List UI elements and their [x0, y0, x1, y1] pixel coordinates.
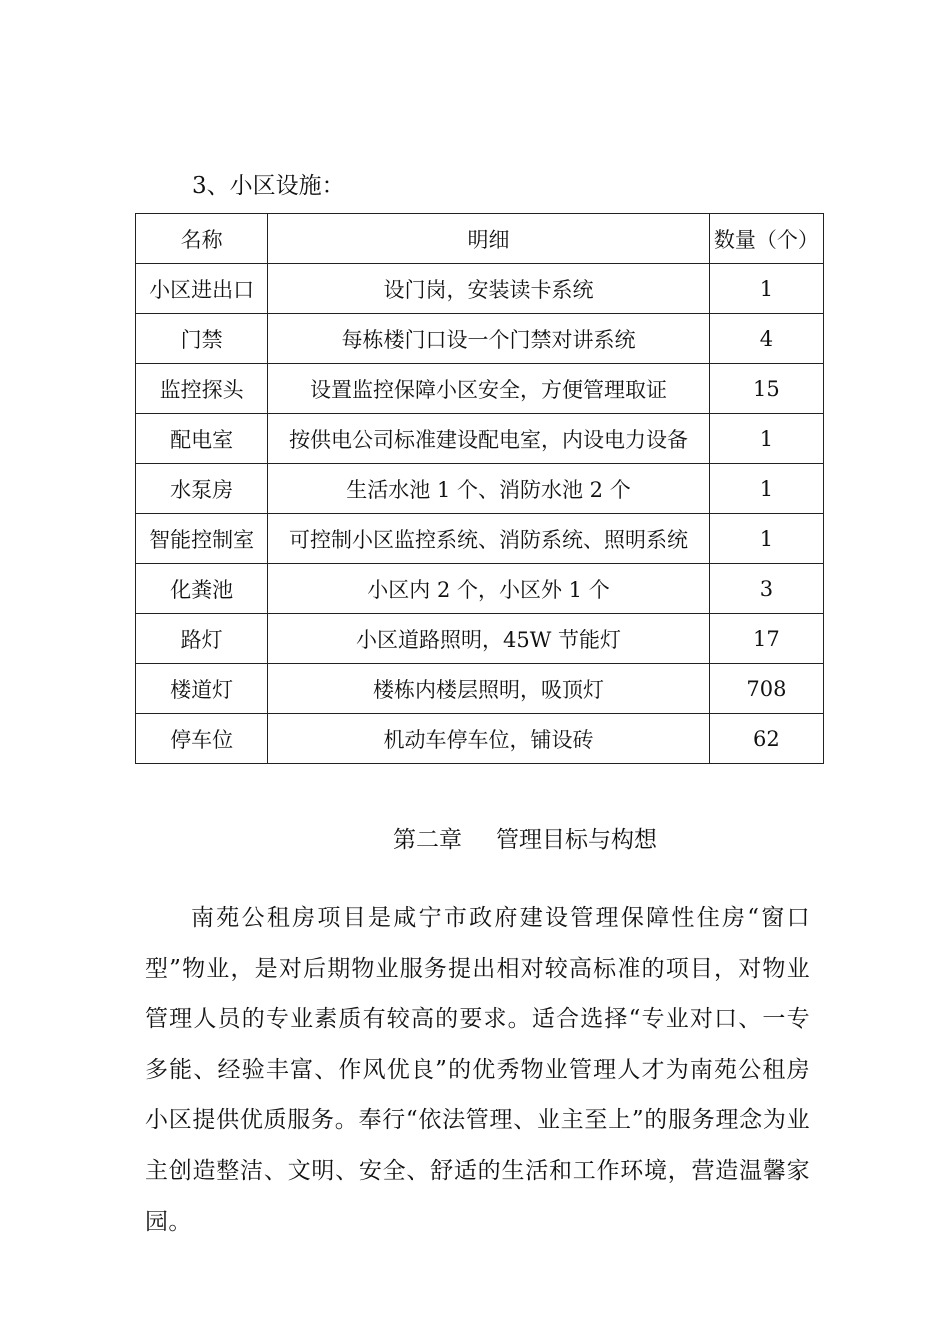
facilities-table: [135, 213, 824, 764]
section-heading: 3、小区设施：: [192, 173, 345, 199]
cell-quantity: 62: [709, 714, 823, 764]
cell-name: 智能控制室: [136, 514, 268, 564]
chapter-title: [0, 822, 950, 858]
cell-quantity: 4: [709, 314, 823, 364]
cell-detail: 楼栋内楼层照明，吸顶灯: [268, 664, 710, 714]
cell-quantity: 1: [709, 514, 823, 564]
cell-name: 小区进出口: [136, 264, 268, 314]
cell-quantity: 1: [709, 464, 823, 514]
cell-detail: 小区道路照明，45W 节能灯: [268, 614, 710, 664]
cell-quantity: 15: [709, 364, 823, 414]
table-row: [136, 714, 824, 764]
cell-name: 路灯: [136, 614, 268, 664]
cell-name: 化粪池: [136, 564, 268, 614]
header-name: 名称: [136, 214, 268, 264]
table-row: [136, 414, 824, 464]
chapter-number: 第二章: [393, 827, 462, 853]
table-row: [136, 564, 824, 614]
chapter-heading: 管理目标与构想: [496, 827, 657, 853]
body-paragraph: 南苑公租房项目是咸宁市政府建设管理保障性住房“窗口型”物业，是对后期物业服务提出相对较高标准的项目，对物业管理人员的专业素质有较高的要求。适合选择“专业对口、一专多能、经验丰富、作风优良”的优秀物业管理人才为南苑公租房小区提供优质服务。奉行“依法管理、业主至上”的服务理念为业主创造整洁、文明、安全、舒适的生活和工作环境，营造温馨家园。: [145, 905, 810, 1235]
table-row: [136, 614, 824, 664]
table-row: [136, 314, 824, 364]
cell-quantity: 708: [709, 664, 823, 714]
table-row: [136, 464, 824, 514]
cell-quantity: 3: [709, 564, 823, 614]
header-quantity: 数量（个）: [709, 214, 823, 264]
cell-quantity: 17: [709, 614, 823, 664]
cell-detail: 设置监控保障小区安全，方便管理取证: [268, 364, 710, 414]
cell-quantity: 1: [709, 264, 823, 314]
table-row: [136, 664, 824, 714]
cell-detail: 小区内 2 个，小区外 1 个: [268, 564, 710, 614]
cell-quantity: 1: [709, 414, 823, 464]
table-row: [136, 264, 824, 314]
table-header-row: [136, 214, 824, 264]
table-row: [136, 514, 824, 564]
cell-name: 楼道灯: [136, 664, 268, 714]
cell-detail: 每栋楼门口设一个门禁对讲系统: [268, 314, 710, 364]
cell-name: 停车位: [136, 714, 268, 764]
cell-name: 水泵房: [136, 464, 268, 514]
cell-name: 门禁: [136, 314, 268, 364]
cell-detail: 设门岗，安装读卡系统: [268, 264, 710, 314]
cell-detail: 可控制小区监控系统、消防系统、照明系统: [268, 514, 710, 564]
header-detail: 明细: [268, 214, 710, 264]
cell-detail: 按供电公司标准建设配电室，内设电力设备: [268, 414, 710, 464]
cell-detail: 机动车停车位，铺设砖: [268, 714, 710, 764]
table-row: [136, 364, 824, 414]
cell-name: 配电室: [136, 414, 268, 464]
cell-detail: 生活水池 1 个、消防水池 2 个: [268, 464, 710, 514]
cell-name: 监控探头: [136, 364, 268, 414]
